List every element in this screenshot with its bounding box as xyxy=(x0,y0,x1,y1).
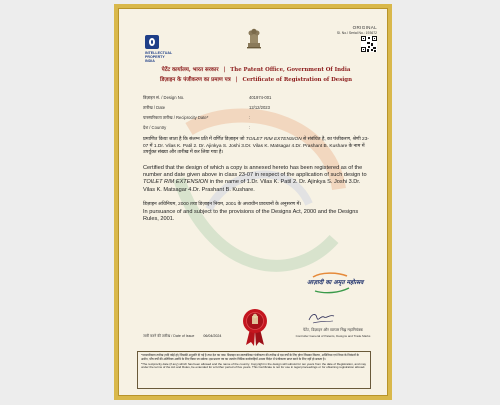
field-row-country xyxy=(143,125,373,135)
office-title xyxy=(129,65,383,73)
certification-text-english xyxy=(143,165,371,194)
field-value: : xyxy=(249,125,251,130)
azadi-ka-amrit-mahotsav-logo xyxy=(307,271,364,295)
certificate-title-hindi: डिज़ाइन के पंजीकरण का प्रमाण पत्र xyxy=(159,77,231,83)
field-label: डिज़ाइन सं. / Design No. xyxy=(143,95,185,100)
article-name: TOILET RIM EXTENSION xyxy=(245,137,302,142)
controller-signature-icon xyxy=(307,311,337,325)
certificate-title xyxy=(129,75,383,83)
certification-text-hindi xyxy=(143,137,371,157)
footer-note-english: *The reciprocity date (if any) which has been allowed and the name of the country. Copyright in the design will subsist for ten years from the date of Registration, and may under the terms of the Act and Rules, be extended for a further period of five years. This Certificate is not for use in legal proceedings or for obtaining registration abroad. xyxy=(141,361,367,370)
field-row-date xyxy=(143,105,373,115)
issue-date-line xyxy=(143,334,221,339)
field-value: : xyxy=(249,115,251,120)
signer-title-hindi: पेटेंट, डिज़ाइन और व्यापार चिह्न महानियंत्रक xyxy=(303,327,363,332)
registration-fields xyxy=(143,95,373,135)
english-text-part: Certified that the design of which a copy is annexed hereto has been registered as of the number and date given above in class 23-07 in respect of the application of such design to xyxy=(143,165,367,179)
field-label: देश / Country xyxy=(143,125,167,130)
ip-india-logo-text xyxy=(145,51,205,63)
field-row-design-no xyxy=(143,95,373,105)
title-separator: | xyxy=(223,67,226,73)
field-label: तारीख / Date xyxy=(143,105,166,110)
footer-note-hindi: *पारस्परिकता तारीख (यदि कोई हो) जिसकी अनुमति दी गई है तथा देश का नाम। डिज़ाइन का स्वत्वाधिकार पंजीकरण की तारीख से दस वर्षों के लिए होगा जिसका विस्तार, अधिनियम एवं नियम के निबंधनों के अधीन, पाँच वर्षों की अतिरिक्त अवधि के लिए किया जा सकेगा। इस प्रमाण पत्र का उपयोग विधिक कार्यवाहियों अथवा विदेश में पंजीकरण प्राप्त करने के लिए नहीं हो सकता है। xyxy=(141,353,359,361)
certificate-paper xyxy=(118,8,388,396)
footer-note xyxy=(137,351,371,389)
ip-logo-line: PROPERTY xyxy=(145,55,165,59)
ip-india-icon xyxy=(145,35,159,49)
field-row-reciprocity-date xyxy=(143,115,373,125)
issue-date-label: जारी करने की तारीख / Date of Issue xyxy=(143,334,195,338)
issue-date-value: 06/04/2024 xyxy=(203,334,222,338)
office-title-english: The Patent Office, Government Of India xyxy=(230,67,351,73)
serial-number: Sl. No./ Serial No.: 193672 xyxy=(336,31,377,35)
intellectual-property-india-logo xyxy=(145,33,199,63)
amrit-mahotsav-text: आज़ादी का अमृत महोत्सव xyxy=(307,280,364,286)
ip-logo-line: INDIA xyxy=(145,59,155,63)
qr-code-icon xyxy=(361,36,377,52)
original-serial-block xyxy=(333,25,377,35)
ip-logo-line: INTELLECTUAL xyxy=(145,51,173,55)
wax-seal-icon xyxy=(241,307,269,347)
certificate-title-english: Certificate of Registration of Design xyxy=(242,77,352,83)
provisions-text-hindi: डिज़ाइन अधिनियम, 2000 तथा डिज़ाइन नियम, 2001 के अध्यधीन प्रावधानों के अनुसरण में। xyxy=(143,202,302,207)
field-label: पारस्परिकता तारीख / Reciprocity Date* xyxy=(143,115,209,120)
certificate-header xyxy=(127,25,381,69)
article-name: TOILET RIM EXTENSION xyxy=(143,179,209,186)
office-title-hindi: पेटेंट कार्यालय, भारत सरकार xyxy=(161,67,219,73)
signer-title-english: Controller General of Patents, Designs and Trade Marks xyxy=(295,334,371,338)
english-text-part: in the name of 1.Dr. Vilas K. Patil 2. Dr. Ajinkya S. Joshi 3.Dr. Vilas K. Matsagar 4.Dr. Prashant B. Kushare. xyxy=(143,179,361,193)
hindi-text-part: से संबंधित है, का पंजीकरण, श्रेणी 23-07 में 1.Dr. Vilas K. Patil 2. Dr. Ajinkya S. Joshi 3.Dr. Vilas K. Matsagar 4.Dr. Prashant B. Kushare के नाम में उपर्युक्त संख्या और तारीख में कर लिया गया है। xyxy=(143,137,369,156)
field-value: 401974-001 xyxy=(249,95,272,100)
hindi-text-part: प्रमाणित किया जाता है कि संलग्न प्रति में वर्णित डिज़ाइन जो xyxy=(143,137,246,142)
title-separator: | xyxy=(235,77,238,83)
design-registration-certificate xyxy=(114,4,392,400)
provisions-text-english: In pursuance of and subject to the provisions of the Designs Act, 2000 and the Designs Rules, 2001. xyxy=(143,209,359,223)
original-label: ORIGINAL xyxy=(352,25,377,30)
national-emblem-icon xyxy=(244,27,264,51)
field-value: 12/12/2023 xyxy=(249,105,270,110)
